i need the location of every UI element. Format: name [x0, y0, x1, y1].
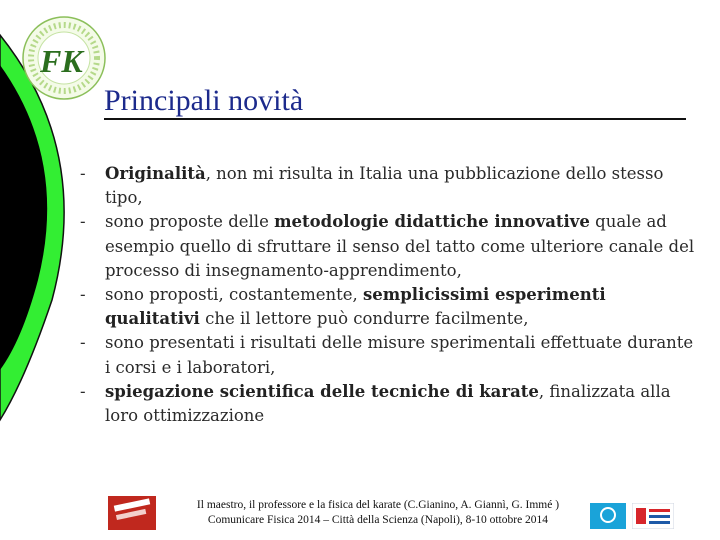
sponsor-logo-blue — [590, 503, 626, 529]
bullet-text: sono proposti, costantemente, — [105, 285, 364, 305]
bullet-list — [80, 162, 700, 428]
bullet-text-bold: semplicissimi esperimenti qualitativi — [105, 285, 606, 329]
bullet-item — [80, 380, 700, 428]
fisica-karate-logo — [20, 14, 108, 102]
title-underline — [104, 118, 686, 120]
bullet-dash: - — [80, 381, 86, 401]
bullet-item — [80, 283, 700, 331]
bullet-dash: - — [80, 164, 86, 183]
sponsor-logo-left — [108, 496, 156, 530]
footer-line-1: Il maestro, il professore e la fisica del karate (C.Gianino, A. Giannì, G. Immé ) — [196, 499, 560, 511]
bullet-text: sono presentati i risultati delle misure sperimentali effettuate durante i corsi e i laboratori, — [105, 333, 694, 377]
bullet-item — [80, 210, 700, 283]
bullet-dash: - — [80, 212, 86, 232]
svg-text:FK: FK — [40, 43, 83, 79]
bullet-dash: - — [80, 285, 86, 305]
bullet-dash: - — [80, 333, 86, 353]
footer-line-2: Comunicare Fisica 2014 – Città della Scienza (Napoli), 8-10 ottobre 2014 — [207, 514, 549, 526]
bullet-text: , non mi risulta in Italia una pubblicazione dello stesso tipo, — [105, 164, 664, 208]
footer-text — [168, 498, 588, 528]
bullet-item — [80, 162, 700, 210]
bullet-text: quale ad esempio quello di sfruttare il senso del tatto come ulteriore canale del processo di insegnamento-apprendimento, — [105, 212, 695, 280]
bullet-item — [80, 331, 700, 379]
bullet-text: sono proposte delle — [105, 212, 275, 232]
bullet-text: che il lettore può condurre facilmente, — [199, 309, 529, 329]
bullet-text-bold: spiegazione scientifica delle tecniche di karate — [105, 381, 539, 401]
sponsor-logo-right — [632, 503, 674, 529]
bullet-text-bold: metodologie didattiche innovative — [274, 212, 590, 232]
slide-title: Principali novità — [104, 84, 304, 117]
bullet-text-bold: Originalità — [105, 164, 206, 183]
bullet-text: , finalizzata alla loro ottimizzazione — [105, 381, 671, 426]
